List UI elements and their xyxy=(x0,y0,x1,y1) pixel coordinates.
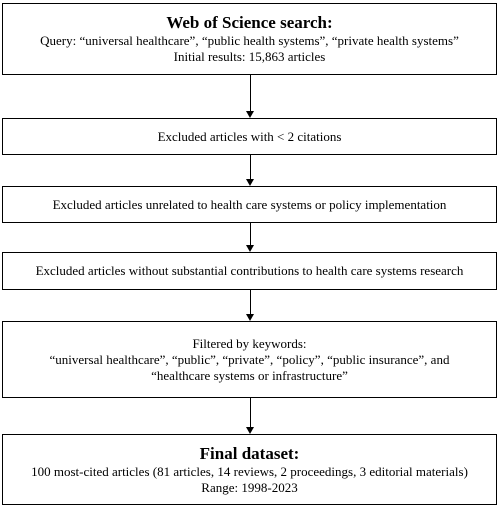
contribution-filter-text: Excluded articles without substantial contributions to health care systems research xyxy=(35,263,464,278)
contribution-filter-box xyxy=(2,252,497,290)
flow-arrow xyxy=(248,155,252,186)
relevance-filter-text: Excluded articles unrelated to health care systems or policy implementation xyxy=(52,196,447,212)
search-step-box xyxy=(2,3,497,75)
initial-results-text: Initial results: 15,863 articles xyxy=(173,49,326,64)
final-dataset-box xyxy=(2,434,497,505)
citation-filter-box xyxy=(2,118,497,155)
keyword-filter-box xyxy=(2,321,497,398)
citation-filter-text: Excluded articles with < 2 citations xyxy=(157,128,342,144)
final-dataset-range: Range: 1998-2023 xyxy=(201,479,298,495)
flow-arrow xyxy=(248,290,252,321)
keyword-list-line-2: “healthcare systems or infrastructure” xyxy=(151,367,348,383)
final-dataset-title: Final dataset: xyxy=(199,443,300,463)
keyword-list-line-1: “universal healthcare”, “public”, “private”, “policy”, “public insurance”, and xyxy=(49,351,450,367)
flow-arrow xyxy=(248,75,252,118)
keyword-filter-heading: Filtered by keywords: xyxy=(192,335,307,351)
search-step-title: Web of Science search: xyxy=(166,13,333,32)
final-dataset-composition: 100 most-cited articles (81 articles, 14 reviews, 2 proceedings, 3 editorial materials) xyxy=(31,463,468,479)
flow-arrow xyxy=(248,398,252,434)
relevance-filter-box xyxy=(2,186,497,223)
search-query-text: Query: “universal healthcare”, “public health systems”, “private health systems” xyxy=(40,33,459,48)
flow-arrow xyxy=(248,223,252,252)
